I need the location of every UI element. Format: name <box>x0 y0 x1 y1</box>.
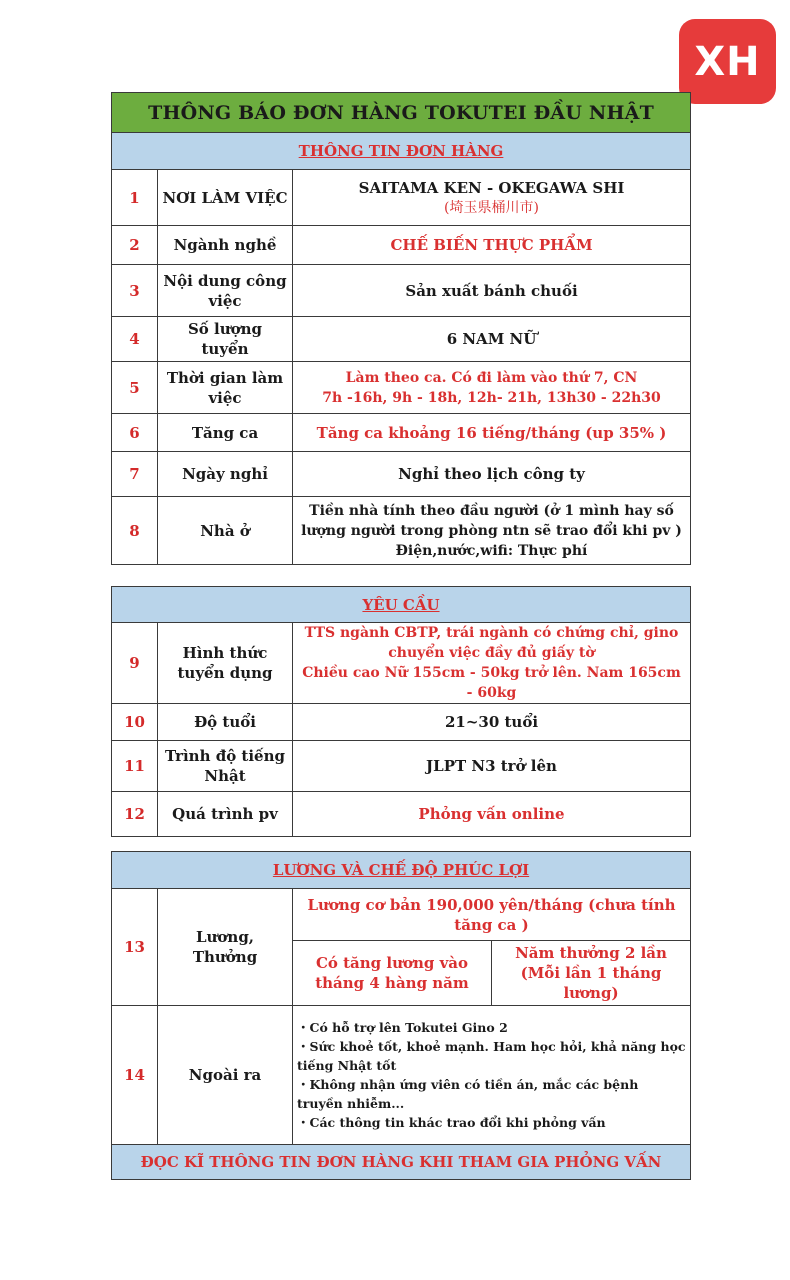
table-row <box>112 704 691 741</box>
table-row <box>112 792 691 837</box>
page-title: THÔNG BÁO ĐƠN HÀNG TOKUTEI ĐẦU NHẬT <box>112 93 691 133</box>
row-label: Thời gian làm việc <box>158 362 293 414</box>
housing-note: Tiền nhà tính theo đầu người (ở 1 mình hay số lượng người trong phòng ntn sẽ trao đổi khi pv ) <box>301 502 682 539</box>
row-value <box>293 362 691 414</box>
row-number: 11 <box>112 741 158 792</box>
row-value: Tăng ca khoảng 16 tiếng/tháng (up 35% ) <box>293 414 691 452</box>
row-value: Nghỉ theo lịch công ty <box>293 452 691 497</box>
height-weight-requirement: Chiều cao Nữ 155cm - 50kg trở lên. Nam 165cm - 60kg <box>302 665 681 701</box>
row-label: Ngoài ra <box>158 1006 293 1145</box>
note-item: ・Có hỗ trợ lên Tokutei Gino 2 <box>297 1020 508 1035</box>
row-number: 7 <box>112 452 158 497</box>
table-row <box>112 414 691 452</box>
table-row <box>112 497 691 565</box>
section-header-salary: LƯƠNG VÀ CHẾ ĐỘ PHÚC LỢI <box>112 852 691 889</box>
row-value: Sản xuất bánh chuối <box>293 265 691 317</box>
table-row <box>112 317 691 362</box>
bonus: Năm thưởng 2 lần (Mỗi lần 1 tháng lương) <box>492 941 691 1006</box>
note-item: ・Không nhận ứng viên có tiền án, mắc các bệnh truyền nhiễm... <box>297 1077 639 1111</box>
row-value: JLPT N3 trở lên <box>293 741 691 792</box>
row-label: Tăng ca <box>158 414 293 452</box>
row-label: Hình thức tuyển dụng <box>158 623 293 704</box>
section-header-requirements: YÊU CẦU <box>112 587 691 623</box>
utilities-note: Điện,nước,wifi: Thực phí <box>395 542 588 559</box>
row-value: 21~30 tuổi <box>293 704 691 741</box>
row-number: 9 <box>112 623 158 704</box>
salary-benefits-table <box>111 851 691 1180</box>
table-row <box>112 741 691 792</box>
row-number: 4 <box>112 317 158 362</box>
row-label: Số lượng tuyển <box>158 317 293 362</box>
recruitment-type: TTS ngành CBTP, trái ngành có chứng chỉ, gino chuyển việc đầy đủ giấy tờ <box>304 625 679 661</box>
row-value: 6 NAM NỮ <box>293 317 691 362</box>
row-label: Nhà ở <box>158 497 293 565</box>
shift-note: Làm theo ca. Có đi làm vào thứ 7, CN <box>345 369 638 386</box>
xh-logo: XH <box>679 19 776 104</box>
workplace-japanese: (埼玉県桶川市) <box>444 199 539 216</box>
row-label: NƠI LÀM VIỆC <box>158 170 293 226</box>
row-value: CHẾ BIẾN THỰC PHẨM <box>293 226 691 265</box>
table-row <box>112 452 691 497</box>
row-number: 2 <box>112 226 158 265</box>
table-row <box>112 362 691 414</box>
other-notes <box>293 1006 691 1145</box>
row-label: Độ tuổi <box>158 704 293 741</box>
row-label: Nội dung công việc <box>158 265 293 317</box>
order-info-table <box>111 92 691 565</box>
row-label: Lương, Thưởng <box>158 889 293 1006</box>
row-number: 6 <box>112 414 158 452</box>
table-row <box>112 889 691 941</box>
table-row <box>112 265 691 317</box>
base-salary: Lương cơ bản 190,000 yên/tháng (chưa tính tăng ca ) <box>293 889 691 941</box>
row-value <box>293 170 691 226</box>
table-row <box>112 226 691 265</box>
table-row <box>112 1006 691 1145</box>
row-value: Phỏng vấn online <box>293 792 691 837</box>
footer-notice: ĐỌC KĨ THÔNG TIN ĐƠN HÀNG KHI THAM GIA PHỎNG VẤN <box>112 1145 691 1180</box>
row-number: 5 <box>112 362 158 414</box>
row-value <box>293 497 691 565</box>
row-value <box>293 623 691 704</box>
shift-hours: 7h -16h, 9h - 18h, 12h- 21h, 13h30 - 22h30 <box>322 389 661 406</box>
row-number: 10 <box>112 704 158 741</box>
note-item: ・Các thông tin khác trao đổi khi phỏng vấn <box>297 1115 606 1130</box>
workplace-value: SAITAMA KEN - OKEGAWA SHI <box>358 178 625 197</box>
row-number: 3 <box>112 265 158 317</box>
table-row <box>112 170 691 226</box>
note-item: ・Sức khoẻ tốt, khoẻ mạnh. Ham học hỏi, khả năng học tiếng Nhật tốt <box>297 1039 686 1073</box>
row-label: Ngành nghề <box>158 226 293 265</box>
section-header-order-info: THÔNG TIN ĐƠN HÀNG <box>112 133 691 170</box>
row-label: Trình độ tiếng Nhật <box>158 741 293 792</box>
table-row <box>112 623 691 704</box>
row-number: 12 <box>112 792 158 837</box>
row-number: 1 <box>112 170 158 226</box>
salary-raise: Có tăng lương vào tháng 4 hàng năm <box>293 941 492 1006</box>
row-number: 14 <box>112 1006 158 1145</box>
row-number: 8 <box>112 497 158 565</box>
row-label: Ngày nghỉ <box>158 452 293 497</box>
row-label: Quá trình pv <box>158 792 293 837</box>
row-number: 13 <box>112 889 158 1006</box>
requirements-table <box>111 586 691 837</box>
